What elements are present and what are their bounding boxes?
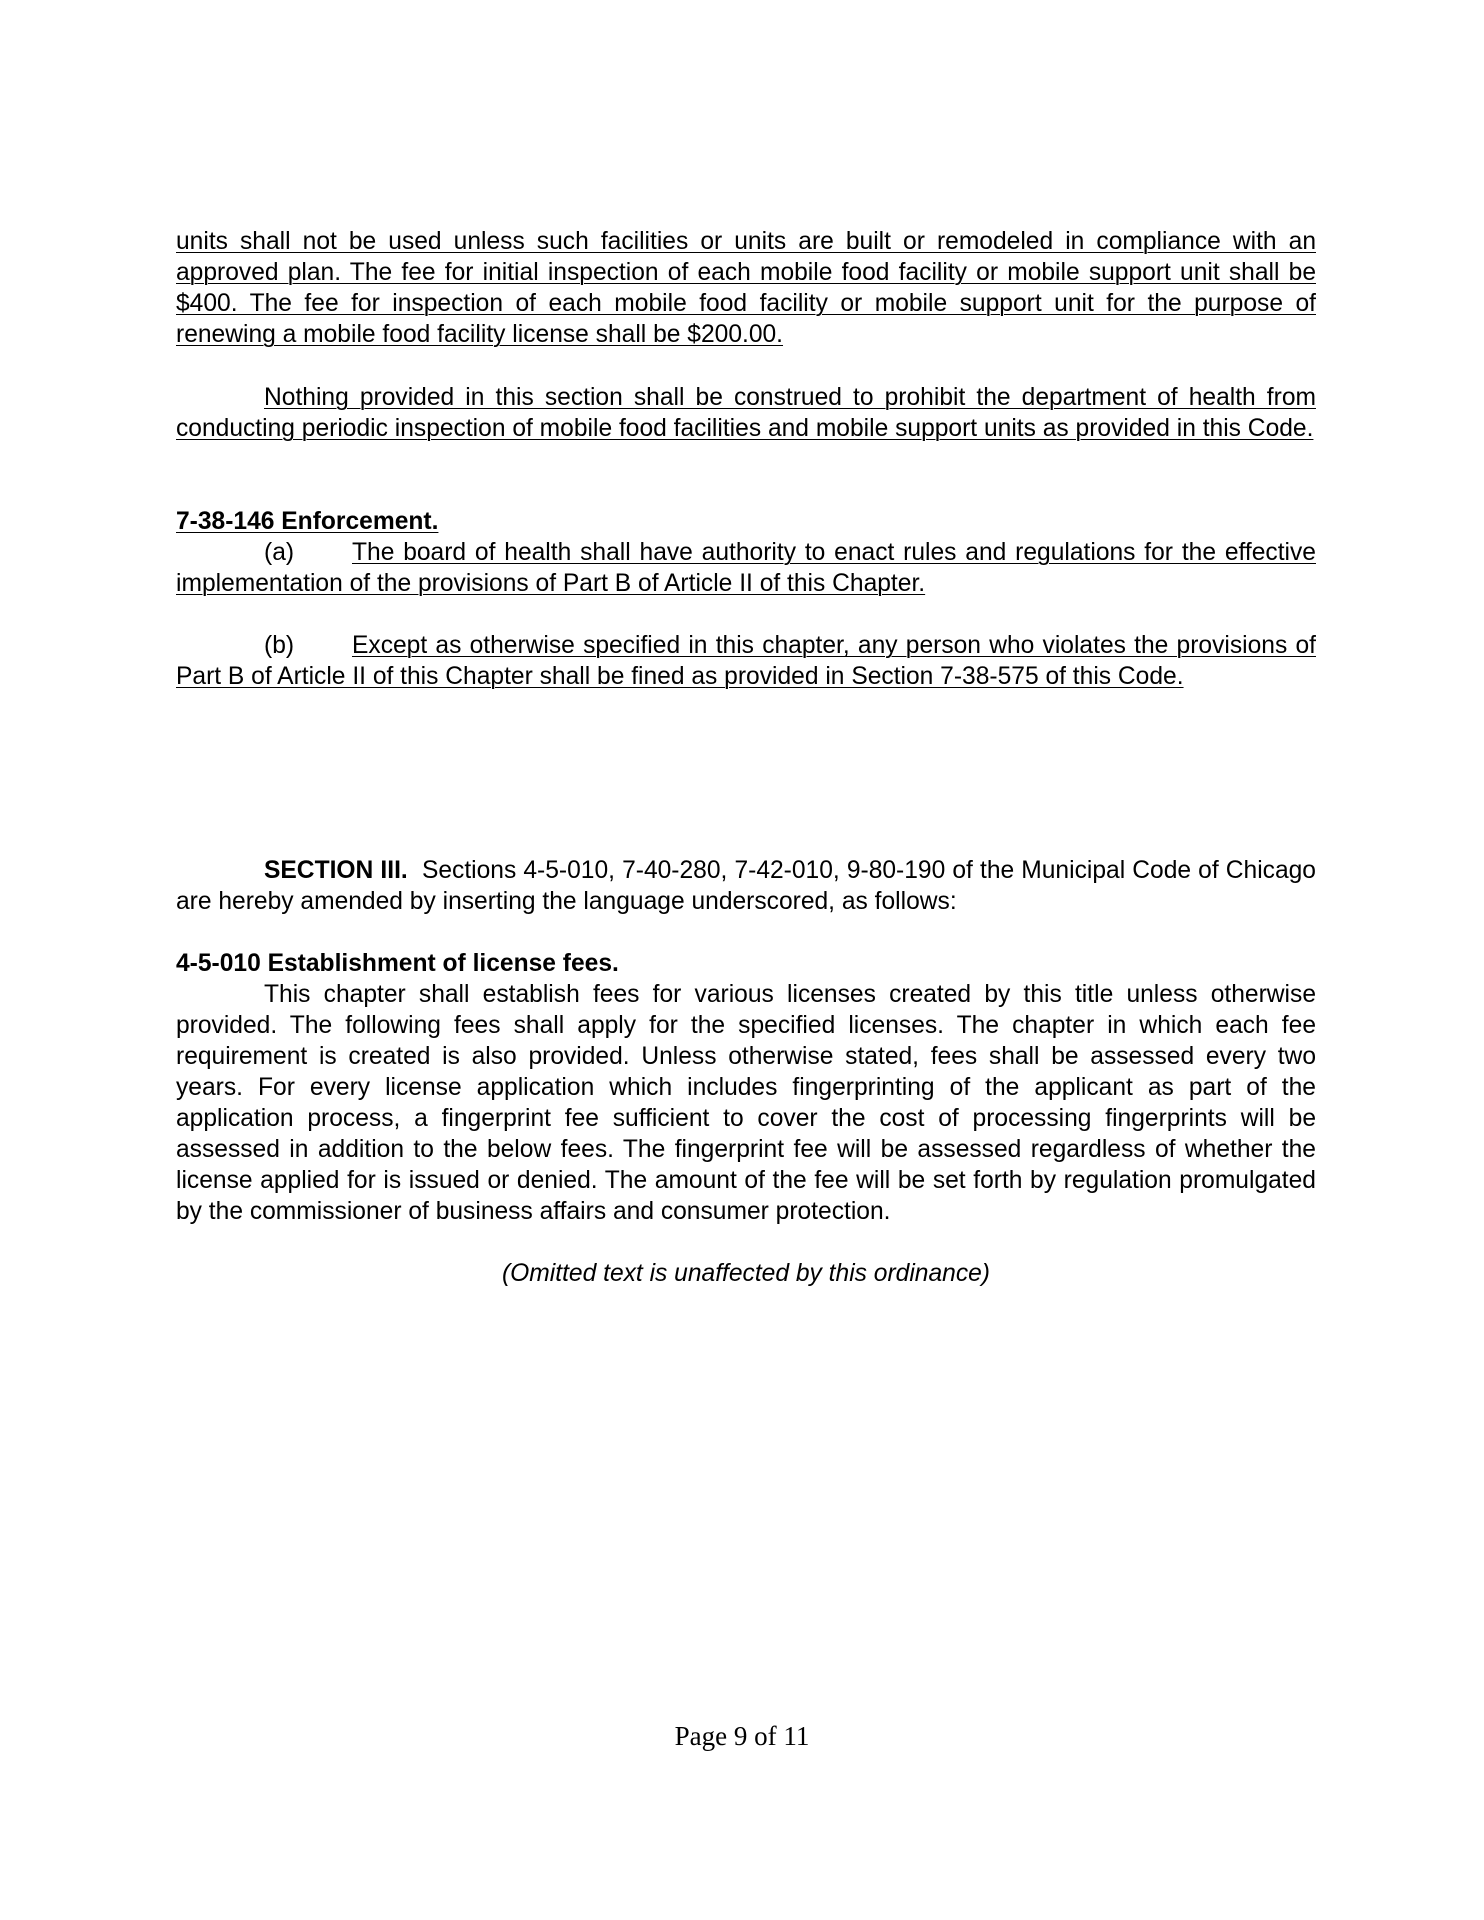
paragraph-text: Nothing provided in this section shall be construed to prohibit the department of health from conducting periodic inspection of mobile food facilities and mobile support units as provided in this Code. (176, 384, 1316, 442)
paragraph-periodic-inspection (176, 382, 1316, 444)
paragraph-text: The board of health shall have authority to enact rules and regulations for the effective implementation of the provisions of Part B of Article II of this Chapter. (176, 539, 1316, 597)
page-number: Page 9 of 11 (674, 1721, 810, 1751)
section-heading-license-fees: 4-5-010 Establishment of license fees. (176, 950, 619, 977)
paragraph-license-fees (176, 979, 1316, 1227)
paragraph-mobile-food-fees (176, 226, 1316, 350)
item-label-a: (a) (264, 539, 295, 566)
section-label: SECTION III. (264, 857, 408, 884)
paragraph-enforcement-b (176, 630, 1316, 692)
paragraph-text: This chapter shall establish fees for various licenses created by this title unless otherwise provided. The following fees shall apply for the specified licenses. The chapter in which each fee requirement is created is also provided. Unless otherwise stated, fees shall be assessed every two years. For every license application which includes fingerprinting of the applicant as part of the application process, a fingerprint fee sufficient to cover the cost of processing fingerprints will be assessed in addition to the below fees. The fingerprint fee will be assessed regardless of whether the license applied for is issued or denied. The amount of the fee will be set forth by regulation promulgated by the commissioner of business affairs and consumer protection. (176, 981, 1316, 1225)
omitted-text-note: (Omitted text is unaffected by this ordinance) (501, 1260, 990, 1287)
paragraph-text: Except as otherwise specified in this chapter, any person who violates the provisions of Part B of Article II of this Chapter shall be fined as provided in Section 7-38-575 of this Code. (176, 632, 1316, 690)
item-label-b: (b) (264, 632, 295, 659)
paragraph-text: units shall not be used unless such facilities or units are built or remodeled in compliance with an approved plan. The fee for initial inspection of each mobile food facility or mobile support unit shall be $400. The fee for inspection of each mobile food facility or mobile support unit for the purpose of renewing a mobile food facility license shall be $200.00. (176, 228, 1316, 348)
paragraph-section-iii (176, 855, 1316, 917)
section-heading-enforcement: 7-38-146 Enforcement. (176, 508, 439, 535)
paragraph-text: Sections 4-5-010, 7-40-280, 7-42-010, 9-80-190 of the Municipal Code of Chicago are hereby amended by inserting the language underscored, as follows: (176, 857, 1316, 915)
paragraph-enforcement-a (176, 537, 1316, 599)
